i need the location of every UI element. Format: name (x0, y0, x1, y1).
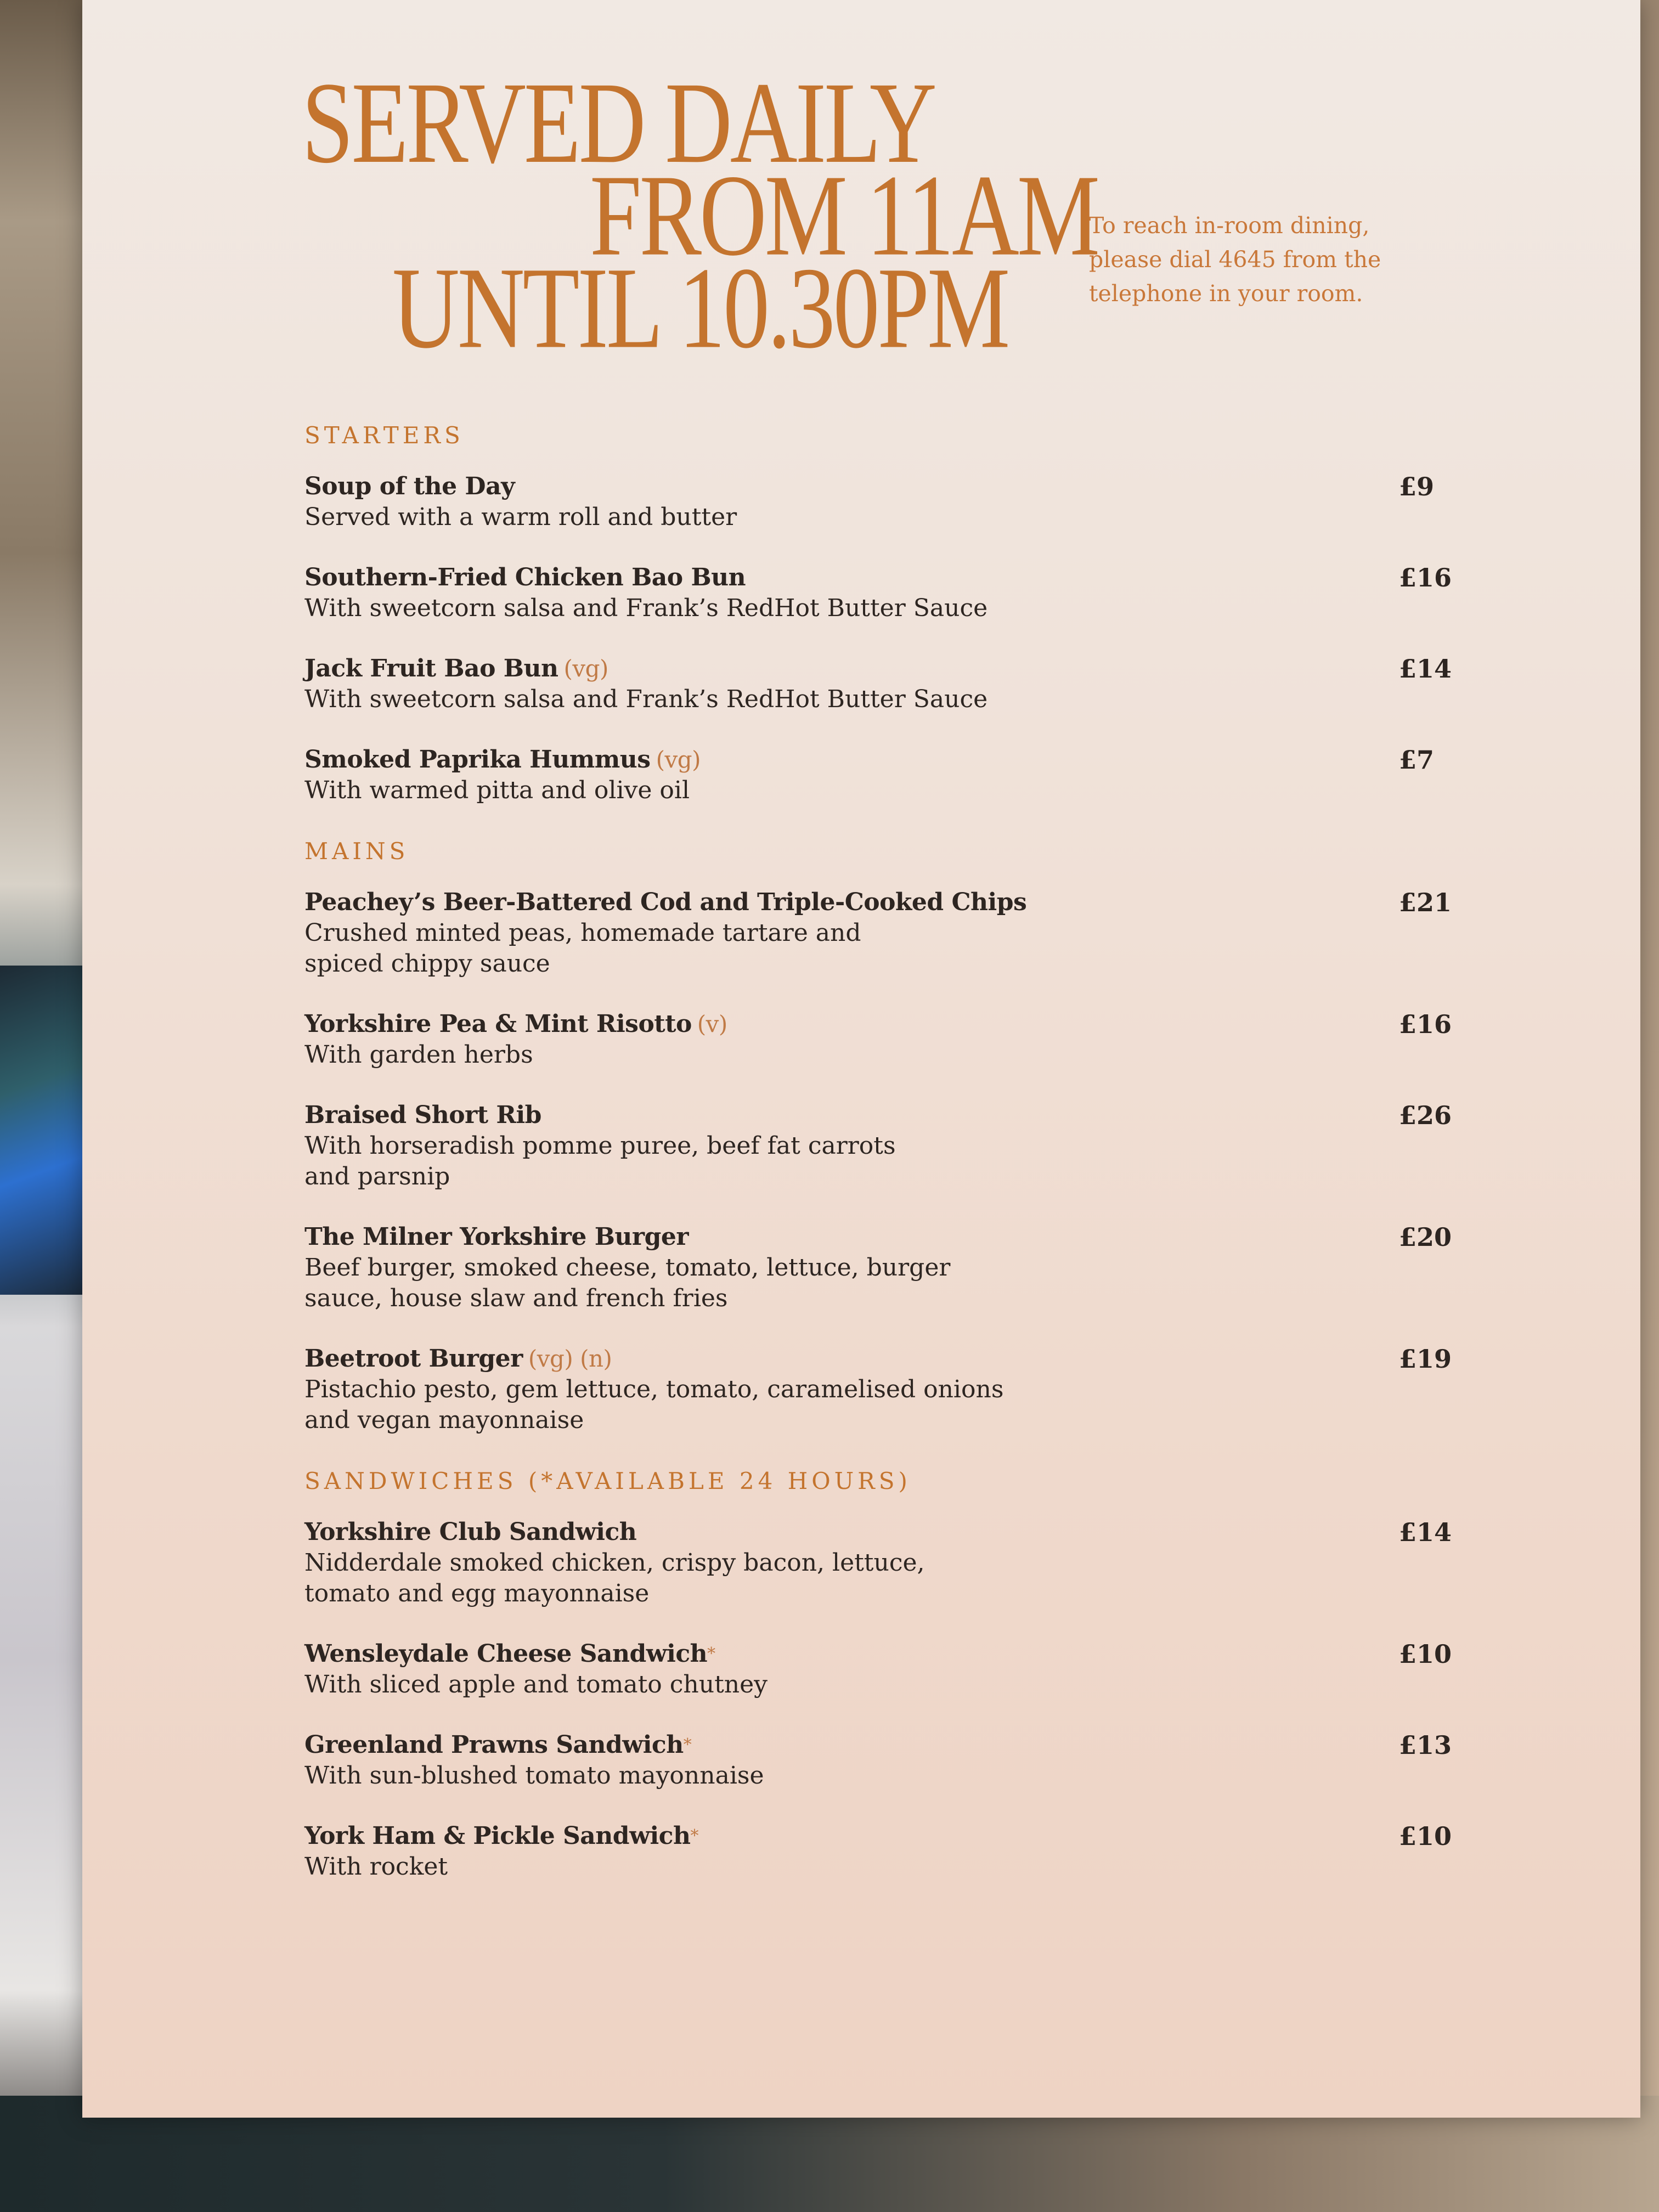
dietary-tag: (v) (697, 1011, 727, 1037)
section-mains (304, 836, 1484, 1436)
section-sandwiches (304, 1465, 1484, 1882)
item-price: £21 (1399, 888, 1452, 917)
item-description: With rocket (304, 1853, 448, 1881)
item-name: Yorkshire Pea & Mint Risotto (v) (304, 1010, 727, 1038)
item-description: With garden herbs (304, 1041, 533, 1069)
section-title: STARTERS (304, 422, 464, 449)
menu-item (304, 1517, 1484, 1609)
available-24h-marker: * (690, 1826, 698, 1846)
menu-item (304, 1009, 1484, 1070)
item-description: Pistachio pesto, gem lettuce, tomato, caramelised onions and vegan mayonnaise (304, 1375, 1004, 1434)
item-name: Jack Fruit Bao Bun (vg) (304, 654, 608, 682)
item-description: Nidderdale smoked chicken, crispy bacon, lettuce, tomato and egg mayonnaise (304, 1549, 925, 1607)
item-name: Southern-Fried Chicken Bao Bun (304, 563, 746, 591)
item-name: Peachey’s Beer-Battered Cod and Triple-Cooked Chips (304, 888, 1027, 916)
item-price: £26 (1399, 1101, 1452, 1130)
menu-item (304, 562, 1484, 624)
item-description: With sweetcorn salsa and Frank’s RedHot Butter Sauce (304, 594, 988, 622)
item-name: York Ham & Pickle Sandwich* (304, 1822, 698, 1850)
item-price: £14 (1399, 1517, 1452, 1547)
menu-item (304, 1730, 1484, 1791)
item-price: £7 (1399, 745, 1435, 775)
menu-list (304, 420, 1484, 1912)
menu-card (82, 0, 1640, 2118)
menu-item (304, 653, 1484, 715)
title-line-3: UNTIL 10.30PM (392, 243, 1008, 373)
item-description: Crushed minted peas, homemade tartare and spiced chippy sauce (304, 919, 861, 978)
item-name: Smoked Paprika Hummus (vg) (304, 746, 701, 774)
background-right-edge (1637, 0, 1659, 2140)
menu-item (304, 1639, 1484, 1700)
item-name: The Milner Yorkshire Burger (304, 1223, 689, 1251)
item-price: £9 (1399, 472, 1435, 501)
item-description: Served with a warm roll and butter (304, 503, 737, 531)
section-title: SANDWICHES (*AVAILABLE 24 HOURS) (304, 1468, 911, 1494)
available-24h-marker: * (707, 1644, 715, 1663)
item-description: With warmed pitta and olive oil (304, 776, 690, 804)
dietary-tag: (vg) (563, 655, 608, 682)
menu-item (304, 1100, 1484, 1192)
menu-item (304, 887, 1484, 979)
title-line-1: SERVED DAILY (302, 58, 935, 188)
item-name: Wensleydale Cheese Sandwich* (304, 1640, 715, 1668)
item-name: Braised Short Rib (304, 1101, 541, 1129)
page-title (302, 58, 1125, 373)
title-line-2: FROM 11AM (590, 151, 1098, 280)
item-name: Beetroot Burger (vg) (n) (304, 1345, 612, 1373)
item-price: £20 (1399, 1222, 1452, 1252)
item-name: Greenland Prawns Sandwich* (304, 1731, 692, 1759)
item-description: With sweetcorn salsa and Frank’s RedHot Butter Sauce (304, 685, 988, 713)
item-name: Soup of the Day (304, 472, 515, 500)
item-price: £16 (1399, 1009, 1452, 1039)
menu-item (304, 1222, 1484, 1314)
item-price: £10 (1399, 1639, 1452, 1669)
available-24h-marker: * (683, 1735, 692, 1754)
menu-item (304, 744, 1484, 806)
menu-item (304, 1344, 1484, 1436)
item-name: Yorkshire Club Sandwich (304, 1518, 637, 1546)
item-price: £19 (1399, 1344, 1452, 1374)
item-description: With horseradish pomme puree, beef fat carrots and parsnip (304, 1132, 896, 1190)
item-price: £10 (1399, 1821, 1452, 1851)
item-price: £13 (1399, 1730, 1452, 1760)
dietary-tag: (vg) (656, 746, 701, 773)
section-starters (304, 420, 1484, 806)
item-description: With sliced apple and tomato chutney (304, 1671, 768, 1699)
in-room-dining-note: To reach in-room dining, please dial 4645 from the telephone in your room. (1089, 212, 1381, 307)
item-description: Beef burger, smoked cheese, tomato, lettuce, burger sauce, house slaw and french fries (304, 1254, 951, 1312)
section-title: MAINS (304, 838, 409, 865)
item-price: £14 (1399, 654, 1452, 684)
menu-item (304, 471, 1484, 533)
item-description: With sun-blushed tomato mayonnaise (304, 1762, 764, 1790)
item-price: £16 (1399, 563, 1452, 592)
dietary-tag: (vg) (n) (528, 1345, 612, 1372)
menu-item (304, 1821, 1484, 1882)
